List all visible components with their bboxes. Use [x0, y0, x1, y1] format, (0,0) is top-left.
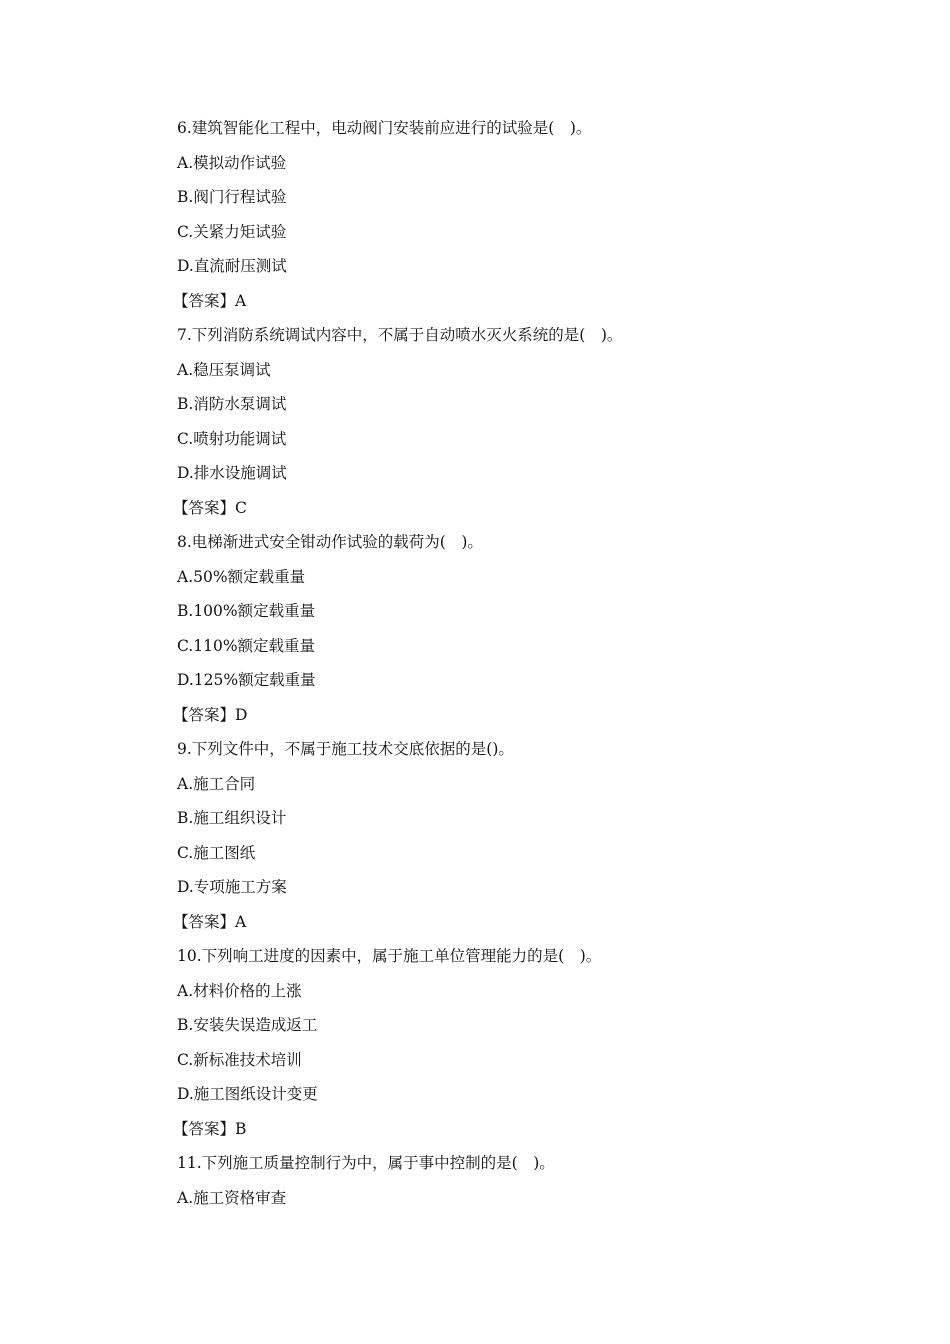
- question-6-option-c: C.关紧力矩试验: [177, 222, 287, 241]
- question-list: [173, 116, 877, 1220]
- question-7-option-d: D.排水设施调试: [177, 464, 287, 482]
- question-7-option-b: B.消防水泵调试: [177, 395, 287, 413]
- question-9-option-a: A.施工合同: [177, 774, 256, 793]
- question-6-option-d: D.直流耐压测试: [177, 257, 287, 275]
- question-9-option-b: B.施工组织设计: [177, 809, 287, 827]
- question-11-stem: 11.下列施工质量控制行为中，属于事中控制的是( )。: [177, 1154, 555, 1172]
- question-6-option-b: B.阀门行程试验: [177, 188, 287, 206]
- question-7-option-a: A.稳压泵调试: [177, 360, 271, 379]
- question-6-stem: 6.建筑智能化工程中，电动阀门安装前应进行的试验是( )。: [177, 119, 592, 137]
- question-10-stem: 10.下列响工进度的因素中，属于施工单位管理能力的是( )。: [177, 947, 602, 965]
- question-10-option-a: A.材料价格的上涨: [177, 981, 302, 1000]
- question-8-option-b: B.100%额定载重量: [177, 602, 316, 620]
- question-9-stem: 9.下列文件中，不属于施工技术交底依据的是()。: [177, 740, 514, 758]
- question-6-option-a: A.模拟动作试验: [177, 153, 287, 172]
- question-8-option-c: C.110%额定载重量: [177, 636, 316, 655]
- question-8-answer: 【答案】D: [173, 705, 248, 724]
- question-10-option-d: D.施工图纸设计变更: [177, 1085, 318, 1103]
- question-10-answer: 【答案】B: [173, 1119, 247, 1138]
- question-8-option-a: A.50%额定载重量: [177, 567, 306, 586]
- question-7-option-c: C.喷射功能调试: [177, 429, 287, 448]
- question-9-answer: 【答案】A: [173, 912, 247, 931]
- question-6-answer: 【答案】A: [173, 291, 247, 310]
- question-9-option-c: C.施工图纸: [177, 843, 256, 862]
- question-11-option-a: A.施工资格审查: [177, 1188, 287, 1207]
- question-7-stem: 7.下列消防系统调试内容中，不属于自动喷水灭火系统的是( )。: [177, 326, 623, 344]
- question-7-answer: 【答案】C: [173, 498, 247, 517]
- question-10-option-c: C.新标准技术培训: [177, 1050, 302, 1069]
- question-8-stem: 8.电梯渐进式安全钳动作试验的载荷为( )。: [177, 533, 483, 551]
- question-10-option-b: B.安装失误造成返工: [177, 1016, 318, 1034]
- question-8-option-d: D.125%额定载重量: [177, 671, 316, 689]
- question-9-option-d: D.专项施工方案: [177, 878, 287, 896]
